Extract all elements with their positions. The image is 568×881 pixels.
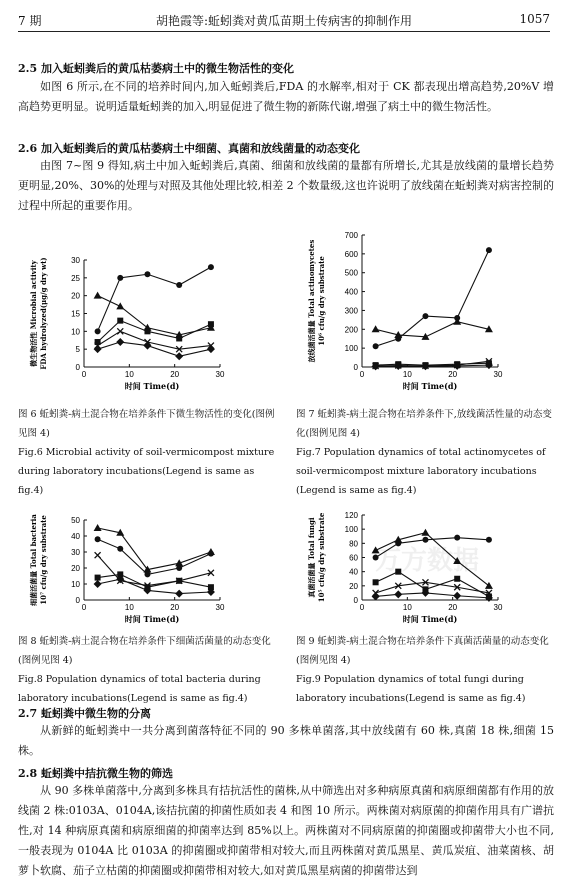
y-axis-label: 真菌活菌量 Total fungi bbox=[307, 517, 316, 598]
y-tick-label: 60 bbox=[349, 553, 358, 563]
x-axis-label: 时间 Time(d) bbox=[124, 381, 180, 391]
figure-9-caption-en: Fig.9 Population dynamics of total fungi during laboratory incubations(Legend is same as fig.4) bbox=[296, 674, 526, 704]
series-line bbox=[376, 593, 489, 598]
figure-7-caption-cn: 图 7 蚯蚓粪-病土混合物在培养条件下,放线菌活性量的动态变化(图例见图 4) bbox=[296, 409, 552, 439]
watermark: 万方数据 bbox=[375, 546, 480, 576]
circle-marker bbox=[373, 343, 379, 349]
square-marker bbox=[95, 575, 101, 581]
x-tick-label: 30 bbox=[215, 370, 225, 379]
x-tick-label: 10 bbox=[402, 603, 412, 612]
square-marker bbox=[176, 578, 182, 584]
series-line bbox=[98, 331, 211, 349]
y-tick-label: 20 bbox=[349, 581, 358, 591]
circle-marker bbox=[117, 546, 123, 552]
x-tick-label: 20 bbox=[448, 370, 458, 379]
diamond-marker bbox=[175, 590, 183, 598]
section-2-8-title: 2.8 蚯蚓粪中拮抗微生物的筛选 bbox=[18, 767, 173, 780]
y-tick-label: 0 bbox=[75, 363, 80, 372]
y-tick-label: 0 bbox=[75, 596, 80, 605]
diamond-marker bbox=[175, 352, 183, 360]
y-tick-label: 40 bbox=[71, 532, 80, 541]
series-line bbox=[98, 555, 211, 585]
figure-7-caption bbox=[296, 405, 558, 500]
y-tick-label: 200 bbox=[344, 325, 358, 335]
x-tick-label: 10 bbox=[124, 603, 134, 612]
y-tick-label: 50 bbox=[71, 516, 80, 525]
x-tick-label: 20 bbox=[448, 603, 458, 612]
x-tick-label: 20 bbox=[170, 603, 180, 612]
series-line bbox=[376, 250, 489, 346]
y-axis-label: 细菌活菌量 Total bacteria bbox=[29, 514, 38, 606]
y-tick-label: 100 bbox=[344, 525, 358, 535]
section-2-7-title: 2.7 蚯蚓粪中微生物的分离 bbox=[18, 707, 151, 720]
series-line bbox=[98, 579, 211, 593]
triangle-marker bbox=[94, 524, 102, 531]
figure-9-caption bbox=[296, 632, 558, 708]
diamond-marker bbox=[94, 345, 102, 353]
x-tick-label: 0 bbox=[359, 603, 365, 612]
triangle-marker bbox=[372, 325, 380, 332]
y-tick-label: 20 bbox=[71, 564, 80, 573]
x-tick-label: 30 bbox=[493, 603, 503, 612]
x-tick-label: 10 bbox=[124, 370, 134, 379]
y-axis-label: 放线菌活菌量 Total actinomycetes bbox=[307, 239, 316, 363]
circle-marker bbox=[95, 328, 101, 334]
figure-6-chart bbox=[22, 250, 272, 395]
diamond-marker bbox=[394, 590, 402, 598]
circle-marker bbox=[95, 536, 101, 542]
x-tick-label: 0 bbox=[81, 370, 87, 379]
section-2-6-title: 2.6 加入蚯蚓粪后的黄瓜枯萎病土中细菌、真菌和放线菌量的动态变化 bbox=[18, 142, 360, 155]
square-marker bbox=[117, 318, 123, 324]
circle-marker bbox=[208, 551, 214, 557]
diamond-marker bbox=[453, 592, 461, 600]
y-tick-label: 5 bbox=[75, 345, 80, 355]
y-tick-label: 120 bbox=[344, 511, 358, 520]
section-2-5-title: 2.5 加入蚯蚓粪后的黄瓜枯萎病土中的微生物活性的变化 bbox=[18, 62, 294, 75]
figure-6-caption-en: Fig.6 Microbial activity of soil-vermicompost mixture during laboratory incubations(Legend is same as fig.4) bbox=[18, 447, 275, 496]
circle-marker bbox=[144, 571, 150, 577]
triangle-marker bbox=[116, 302, 124, 309]
circle-marker bbox=[208, 264, 214, 270]
y-tick-label: 100 bbox=[344, 344, 358, 354]
figure-6-caption bbox=[18, 405, 280, 500]
square-marker bbox=[373, 579, 379, 585]
y-tick-label: 0 bbox=[353, 596, 358, 605]
series-line bbox=[98, 296, 211, 335]
y-axis-unit-label: 10⁵ cfu/g dry substrate bbox=[317, 512, 326, 603]
section-2-6-text: 由图 7~图 9 得知,病土中加入蚯蚓粪后,真菌、细菌和放线菌的量都有所增长,尤其是放线菌的量增长趋势更明显,20%、30%的处理与对照及其他处理比较,相差 2 个数量级,这也许说明了放线菌在蚯蚓粪对病害控制的过程中所起的重要作用。 bbox=[18, 159, 554, 212]
y-tick-label: 30 bbox=[71, 548, 80, 557]
x-tick-label: 20 bbox=[170, 370, 180, 379]
circle-marker bbox=[176, 565, 182, 571]
figure-8-caption-en: Fig.8 Population dynamics of total bacteria during laboratory incubations(Legend is same as fig.4) bbox=[18, 674, 261, 704]
triangle-marker bbox=[485, 582, 493, 589]
diamond-marker bbox=[94, 580, 102, 588]
figure-8-caption-cn: 图 8 蚯蚓粪-病土混合物在培养条件下细菌活菌量的动态变化(图例见图 4) bbox=[18, 636, 271, 666]
x-tick-label: 0 bbox=[359, 370, 365, 379]
y-tick-label: 0 bbox=[353, 363, 358, 372]
y-tick-label: 15 bbox=[71, 309, 80, 319]
cross-marker bbox=[117, 328, 123, 334]
y-tick-label: 700 bbox=[344, 231, 358, 240]
circle-marker bbox=[176, 282, 182, 288]
y-tick-label: 40 bbox=[349, 567, 358, 577]
figure-6-caption-cn: 图 6 蚯蚓粪-病土混合物在培养条件下微生物活性的变化(图例见图 4) bbox=[18, 409, 275, 439]
y-tick-label: 600 bbox=[344, 249, 358, 259]
square-marker bbox=[176, 335, 182, 341]
figure-7-chart bbox=[300, 225, 550, 395]
page-header bbox=[18, 9, 550, 32]
circle-marker bbox=[144, 271, 150, 277]
x-axis-label: 时间 Time(d) bbox=[124, 614, 180, 624]
page-number: 1057 bbox=[519, 12, 550, 26]
triangle-marker bbox=[94, 292, 102, 299]
y-tick-label: 10 bbox=[71, 327, 80, 337]
series-line bbox=[98, 321, 211, 342]
figure-8-caption bbox=[18, 632, 280, 708]
cross-marker bbox=[95, 552, 101, 558]
y-axis-unit-label: FDA hydrolyzed(μg/g dry wt) bbox=[39, 257, 48, 370]
x-tick-label: 0 bbox=[81, 603, 87, 612]
circle-marker bbox=[486, 537, 492, 543]
y-tick-label: 25 bbox=[71, 273, 80, 283]
section-2-7-text: 从新鲜的蚯蚓粪中一共分离到菌落特征不同的 90 多株单菌落,其中放线菌有 60 株,真菌 18 株,细菌 15 株。 bbox=[18, 724, 554, 757]
series-line bbox=[376, 322, 489, 337]
y-tick-label: 30 bbox=[71, 256, 80, 265]
series-line bbox=[98, 267, 211, 331]
y-tick-label: 20 bbox=[71, 291, 80, 301]
diamond-marker bbox=[116, 338, 124, 346]
y-axis-label: 微生物活性 Microbial activity bbox=[29, 260, 38, 367]
y-axis-unit-label: 10⁷ cfu/g dry substrate bbox=[39, 515, 48, 605]
y-tick-label: 300 bbox=[344, 306, 358, 316]
y-axis-unit-label: 10⁶ cfu/g dry substrate bbox=[317, 256, 326, 346]
x-axis-label: 时间 Time(d) bbox=[402, 381, 458, 391]
figure-7-caption-en: Fig.7 Population dynamics of total actinomycetes of soil-vermicompost mixture laboratory incubations (Legend is same as fig.4) bbox=[296, 447, 546, 496]
y-tick-label: 10 bbox=[71, 580, 80, 589]
circle-marker bbox=[486, 247, 492, 253]
running-title: 胡艳霞等:蚯蚓粪对黄瓜苗期土传病害的抑制作用 bbox=[155, 14, 413, 28]
circle-marker bbox=[117, 275, 123, 281]
square-marker bbox=[208, 321, 214, 327]
series-line bbox=[98, 539, 211, 574]
issue-number: 7 期 bbox=[18, 14, 42, 28]
x-tick-label: 10 bbox=[402, 370, 412, 379]
y-tick-label: 500 bbox=[344, 268, 358, 278]
figure-8-chart bbox=[22, 510, 272, 628]
x-tick-label: 30 bbox=[493, 370, 503, 379]
circle-marker bbox=[422, 313, 428, 319]
figure-9-caption-cn: 图 9 蚯蚓粪-病土混合物在培养条件下真菌活菌量的动态变化(图例见图 4) bbox=[296, 636, 549, 666]
diamond-marker bbox=[372, 592, 380, 600]
square-marker bbox=[144, 328, 150, 334]
section-2-5-text: 如图 6 所示,在不同的培养时间内,加入蚯蚓粪后,FDA 的水解率,相对于 CK 都表现出增高趋势,20%V 增高趋势更明显。说明适量蚯蚓粪的加入,明显促进了微生物的新陈代谢,增强了病土中的微生物活性。 bbox=[18, 80, 554, 113]
y-tick-label: 80 bbox=[349, 539, 358, 549]
series-line bbox=[98, 342, 211, 356]
section-2-8-text: 从 90 多株单菌落中,分离到多株具有拮抗活性的菌株,从中筛选出对多种病原真菌和病原细菌都有作用的放线菌 2 株:0103A、0104A,该拮抗菌的抑菌性质如表 4 和图 10 所示。两株菌对病原菌的抑菌作用具有广谱抗性,对 14 种病原真菌和病原细菌的抑菌率达到 85%以上。两株菌对不同病原菌的抑菌圈或抑菌带大小也不同,一般表现为 0104A 比 0103A 的抑菌圈或抑菌带相对较大,而且两株菌对黄瓜黑星、黄瓜炭疽、油菜菌核、胡萝卜软腐、茄子立枯菌的抑菌圈或抑菌带相对较大,如对黄瓜黑星病菌的抑菌带达到 bbox=[18, 784, 554, 877]
triangle-marker bbox=[421, 529, 429, 536]
series-line bbox=[98, 528, 211, 570]
x-tick-label: 30 bbox=[215, 603, 225, 612]
y-tick-label: 400 bbox=[344, 287, 358, 297]
x-axis-label: 时间 Time(d) bbox=[402, 614, 458, 624]
